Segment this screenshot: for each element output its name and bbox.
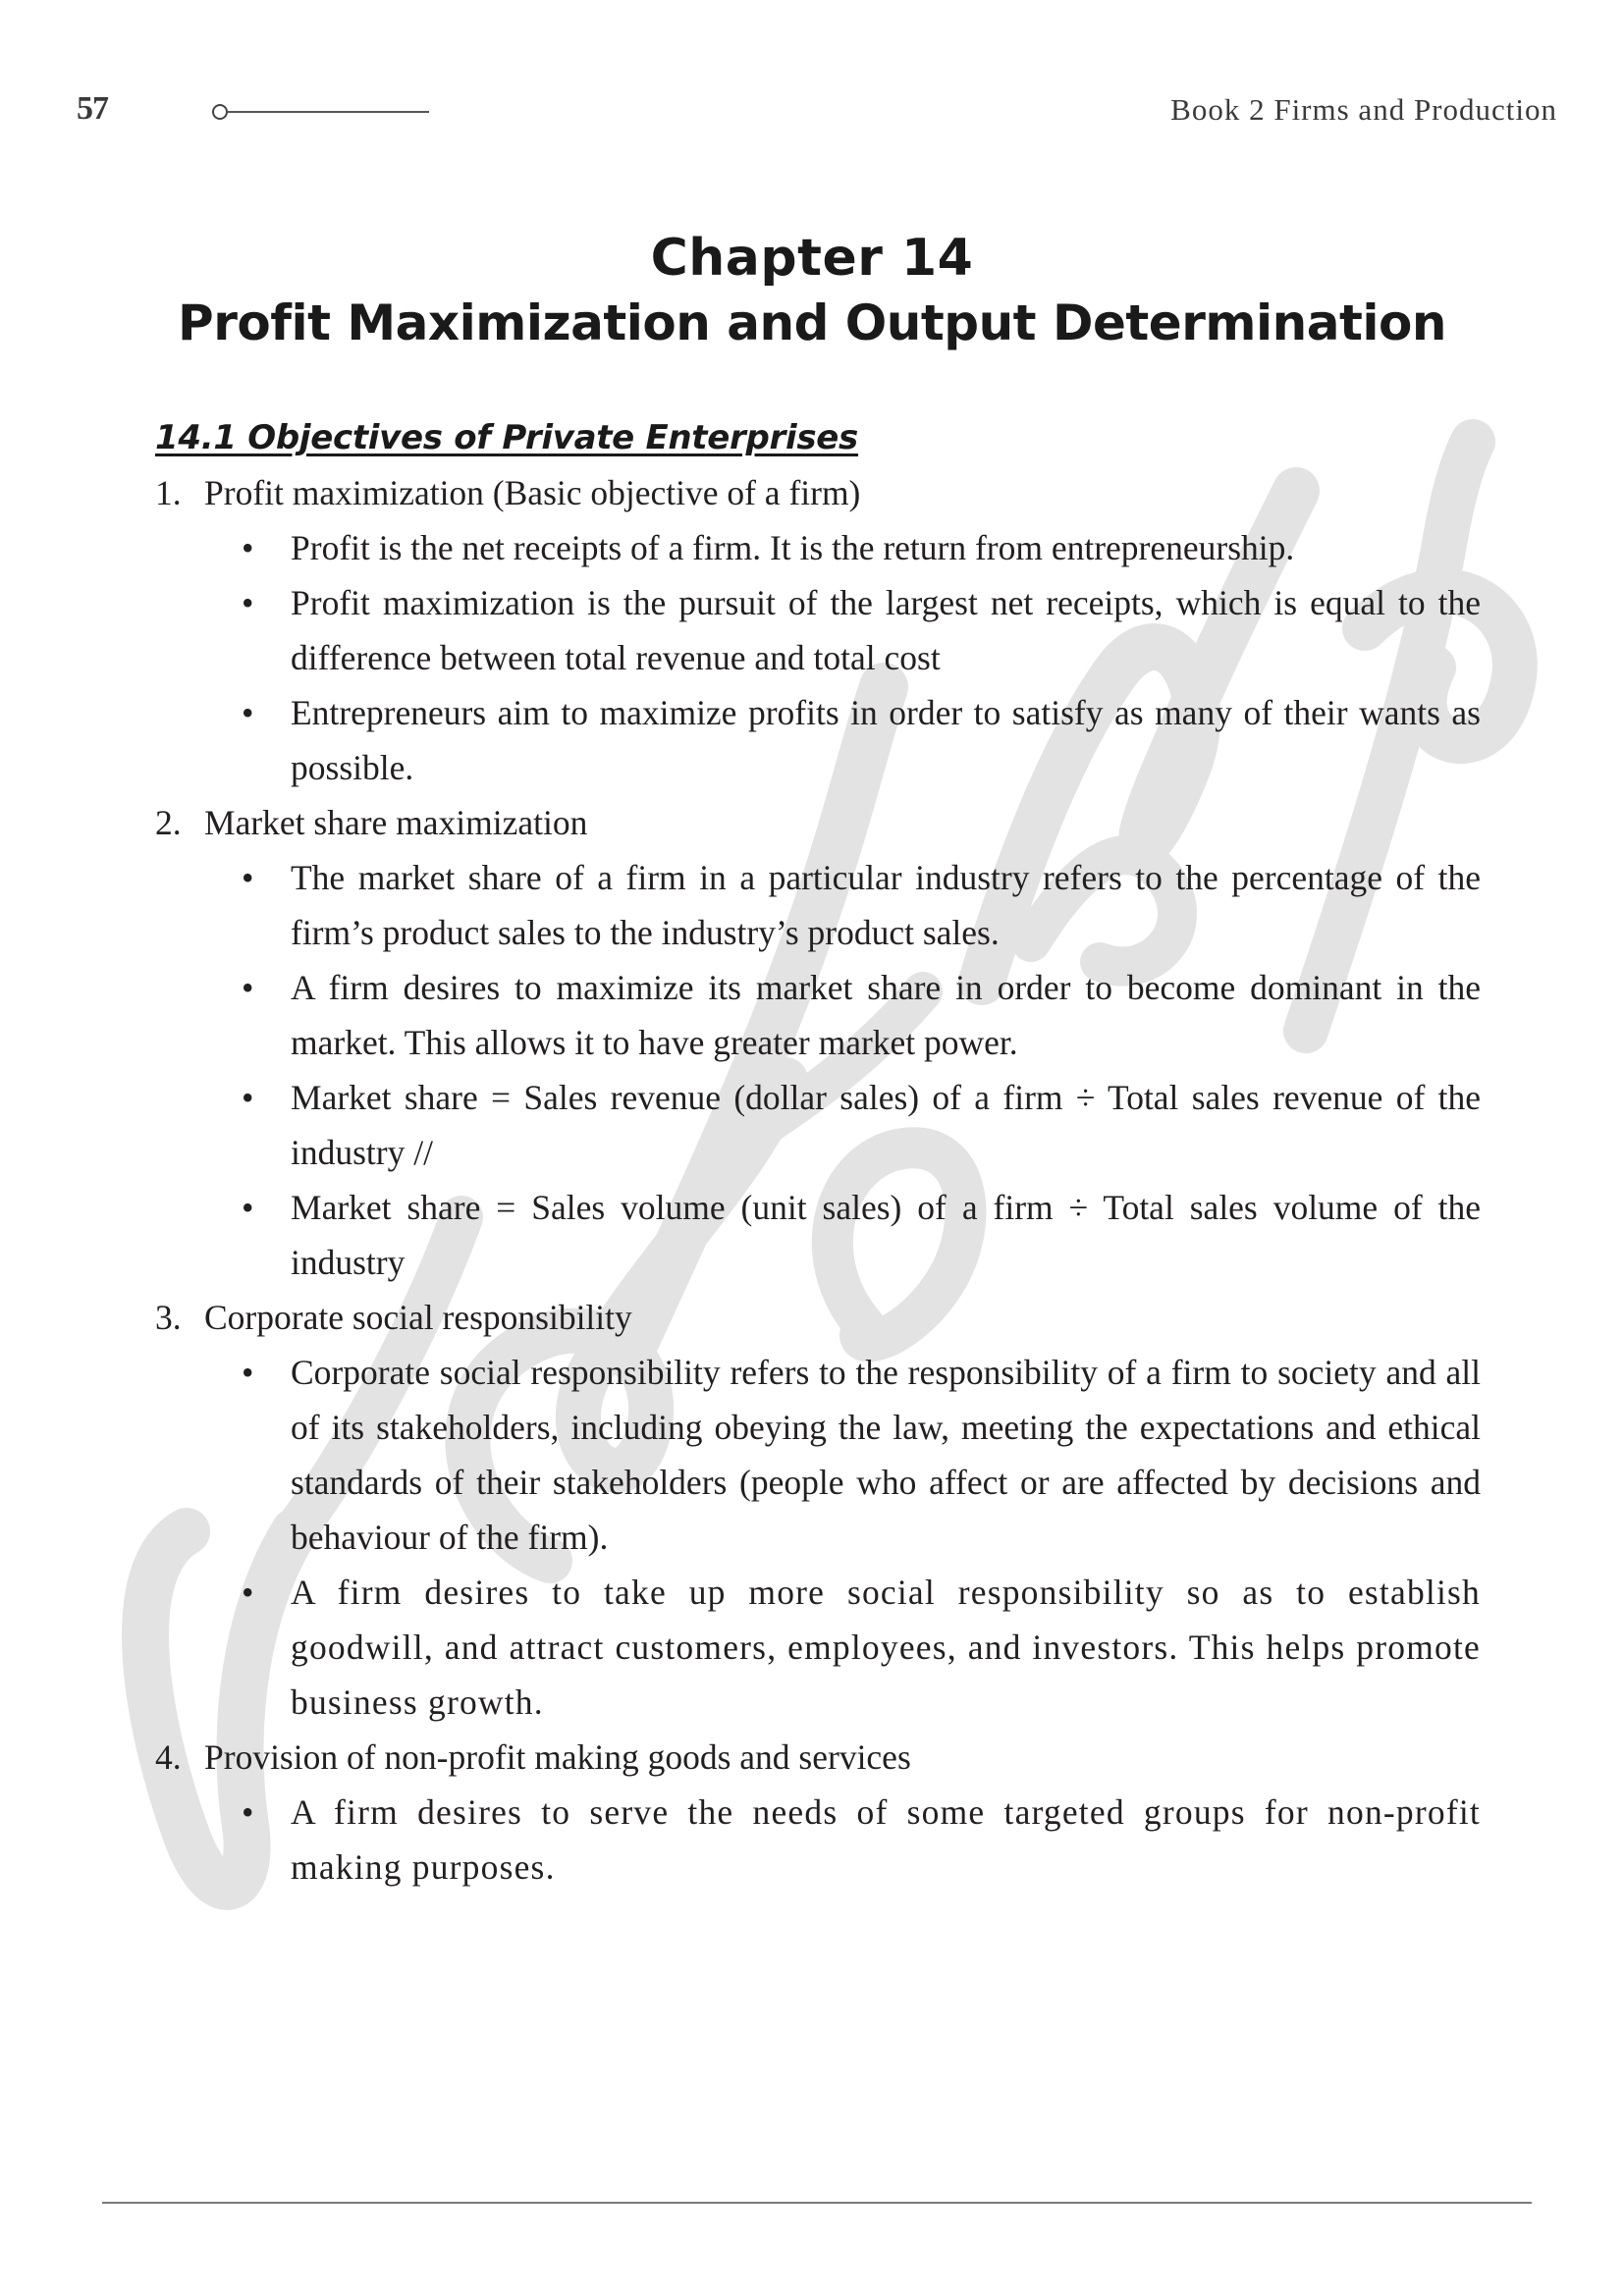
chapter-number: Chapter 14: [650, 229, 974, 288]
bullet-item: [155, 685, 1481, 795]
bullet-item: [155, 1180, 1481, 1290]
objective-item: [155, 1290, 1481, 1345]
bullet-item: [155, 1565, 1481, 1730]
bullet-list: [155, 850, 1481, 1290]
bullet-text: Corporate social responsibility refers to the responsibility of a firm to society and all of its stakeholders, including obeying the law, meeting the expectations and ethical standards of their stakeholders (people who affect or are affected by decisions and behaviour of the firm).: [291, 1353, 1481, 1557]
bullet-icon: •: [242, 1573, 255, 1612]
bullet-icon: •: [242, 1792, 255, 1832]
objective-title: Profit maximization (Basic objective of a firm): [204, 473, 861, 512]
ring-icon: [212, 104, 228, 120]
running-header-book-title: Book 2 Firms and Production: [1170, 92, 1557, 127]
bullet-text: Entrepreneurs aim to maximize profits in order to satisfy as many of their wants as possible.: [291, 693, 1481, 787]
bullet-icon: •: [242, 1078, 254, 1117]
section-body: [155, 410, 1481, 1895]
bullet-list: [155, 1785, 1481, 1895]
bullet-list: [155, 1345, 1481, 1730]
bullet-item: [155, 850, 1481, 960]
objective-title: Corporate social responsibility: [204, 1298, 632, 1337]
footer-rule: [102, 2202, 1532, 2204]
bullet-icon: •: [242, 858, 254, 897]
bullet-item: [155, 1785, 1481, 1895]
bullet-item: [155, 1345, 1481, 1565]
objective-item: [155, 795, 1481, 850]
objective-number: 4.: [155, 1737, 182, 1777]
header-rule: [227, 111, 429, 113]
header-ornament: [212, 104, 434, 118]
objective-number: 2.: [155, 803, 182, 842]
objective-item: [155, 1730, 1481, 1785]
bullet-text: Market share = Sales revenue (dollar sales) of a firm ÷ Total sales revenue of the industry //: [291, 1078, 1481, 1172]
objective-title: Market share maximization: [204, 803, 588, 842]
bullet-item: [155, 960, 1481, 1070]
chapter-heading: [0, 226, 1624, 355]
bullet-text: A firm desires to maximize its market share in order to become dominant in the market. This allows it to have greater market power.: [291, 968, 1481, 1062]
bullet-item: [155, 575, 1481, 685]
bullet-list: [155, 520, 1481, 795]
bullet-text: Profit maximization is the pursuit of the largest net receipts, which is equal to the difference between total revenue and total cost: [291, 583, 1481, 677]
objective-number: 3.: [155, 1298, 182, 1337]
bullet-icon: •: [242, 968, 254, 1007]
bullet-text: Market share = Sales volume (unit sales) of a firm ÷ Total sales volume of the industry: [291, 1188, 1481, 1282]
objective-number: 1.: [155, 473, 182, 512]
objective-item: [155, 465, 1481, 520]
bullet-text: The market share of a firm in a particular industry refers to the percentage of the firm’s product sales to the industry’s product sales.: [291, 858, 1481, 952]
section-heading: 14.1 Objectives of Private Enterprises: [155, 418, 858, 457]
bullet-icon: •: [242, 1353, 254, 1392]
bullet-icon: •: [242, 528, 254, 567]
bullet-icon: •: [242, 693, 254, 732]
bullet-icon: •: [242, 1188, 254, 1227]
bullet-text: A firm desires to take up more social responsibility so as to establish goodwill, and attract customers, employees, and investors. This helps promote business growth.: [291, 1573, 1481, 1722]
page-number: 57: [77, 90, 108, 127]
objective-title: Provision of non-profit making goods and services: [204, 1737, 911, 1777]
bullet-text: A firm desires to serve the needs of some targeted groups for non-profit making purposes.: [291, 1792, 1481, 1887]
bullet-item: [155, 1070, 1481, 1180]
chapter-title: Profit Maximization and Output Determination: [178, 294, 1446, 351]
bullet-text: Profit is the net receipts of a firm. It is the return from entrepreneurship.: [291, 528, 1295, 567]
bullet-icon: •: [242, 583, 254, 622]
bullet-item: [155, 520, 1481, 575]
